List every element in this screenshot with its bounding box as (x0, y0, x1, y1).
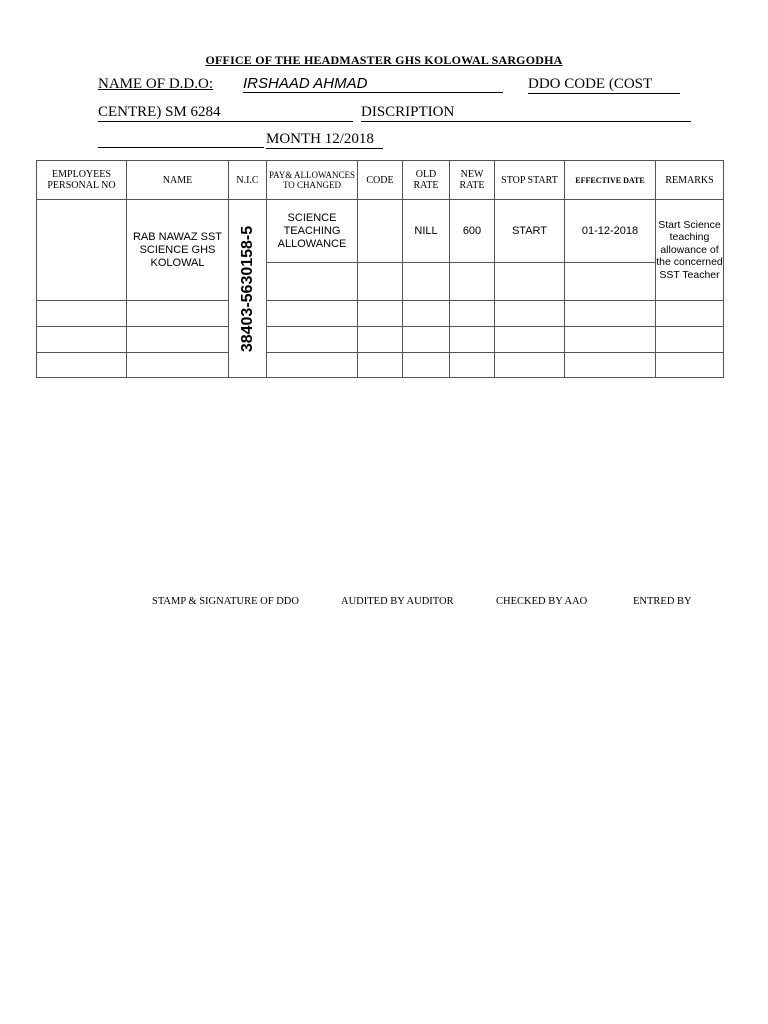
col-name: NAME (127, 161, 229, 200)
blank-underline (98, 147, 264, 148)
table-row (37, 200, 724, 263)
empty-cell (450, 263, 495, 301)
ddo-name-value: IRSHAAD AHMAD (243, 75, 503, 93)
col-stop-start: STOP START (495, 161, 565, 200)
nic-cell (229, 200, 267, 378)
empty-cell (127, 327, 229, 353)
effective-date-cell: 01-12-2018 (565, 200, 656, 263)
table-row (37, 301, 724, 327)
empty-cell (267, 301, 358, 327)
empty-cell (358, 301, 403, 327)
empty-cell (127, 353, 229, 378)
cost-centre: CENTRE) SM 6284 (98, 104, 353, 122)
allowance-change-table (36, 160, 724, 378)
empty-cell (495, 327, 565, 353)
col-effective-date: EFFECTIVE DATE (565, 161, 656, 200)
code-cell (358, 200, 403, 263)
allowance-cell: SCIENCE TEACHING ALLOWANCE (267, 200, 358, 263)
employee-name-cell: RAB NAWAZ SST SCIENCE GHS KOLOWAL (127, 200, 229, 301)
col-personal-no: EMPLOYEES PERSONAL NO (37, 161, 127, 200)
empty-cell (565, 327, 656, 353)
stamp-signature-label: STAMP & SIGNATURE OF DDO (152, 596, 299, 607)
empty-cell (358, 327, 403, 353)
empty-cell (495, 263, 565, 301)
empty-cell (127, 301, 229, 327)
col-nic: N.I.C (229, 161, 267, 200)
empty-cell (403, 301, 450, 327)
checked-by-label: CHECKED BY AAO (496, 596, 588, 607)
col-code: CODE (358, 161, 403, 200)
table-row (37, 327, 724, 353)
stop-start-cell: START (495, 200, 565, 263)
empty-cell (358, 263, 403, 301)
personal-no-cell (37, 200, 127, 301)
col-new-rate: NEW RATE (450, 161, 495, 200)
empty-cell (656, 301, 724, 327)
entered-by-label: ENTRED BY (633, 596, 692, 607)
empty-cell (267, 353, 358, 378)
discription-label: DISCRIPTION (361, 104, 691, 122)
empty-cell (565, 301, 656, 327)
empty-cell (403, 263, 450, 301)
old-rate-cell: NILL (403, 200, 450, 263)
empty-cell (450, 353, 495, 378)
nic-value: 38403-5630158-5 (238, 225, 256, 352)
empty-cell (656, 353, 724, 378)
col-old-rate: OLD RATE (403, 161, 450, 200)
ddo-name-label: NAME OF D.D.O: (98, 76, 214, 92)
office-title: OFFICE OF THE HEADMASTER GHS KOLOWAL SARGODHA (205, 53, 563, 67)
header-row (37, 161, 724, 200)
empty-cell (267, 263, 358, 301)
empty-cell (656, 327, 724, 353)
empty-cell (358, 353, 403, 378)
empty-cell (565, 353, 656, 378)
empty-cell (450, 301, 495, 327)
ddo-code-label: DDO CODE (COST (528, 76, 680, 94)
table-row (37, 353, 724, 378)
audited-by-label: AUDITED BY AUDITOR (341, 596, 454, 607)
empty-cell (495, 353, 565, 378)
col-allowance: PAY& ALLOWANCES TO CHANGED (267, 161, 358, 200)
empty-cell (403, 327, 450, 353)
empty-cell (37, 301, 127, 327)
new-rate-cell: 600 (450, 200, 495, 263)
empty-cell (37, 327, 127, 353)
empty-cell (403, 353, 450, 378)
month-label: MONTH 12/2018 (266, 131, 383, 149)
empty-cell (37, 353, 127, 378)
col-remarks: REMARKS (656, 161, 724, 200)
empty-cell (267, 327, 358, 353)
remarks-cell: Start Science teaching allowance of the concerned SST Teacher (656, 200, 724, 301)
empty-cell (565, 263, 656, 301)
empty-cell (450, 327, 495, 353)
empty-cell (495, 301, 565, 327)
